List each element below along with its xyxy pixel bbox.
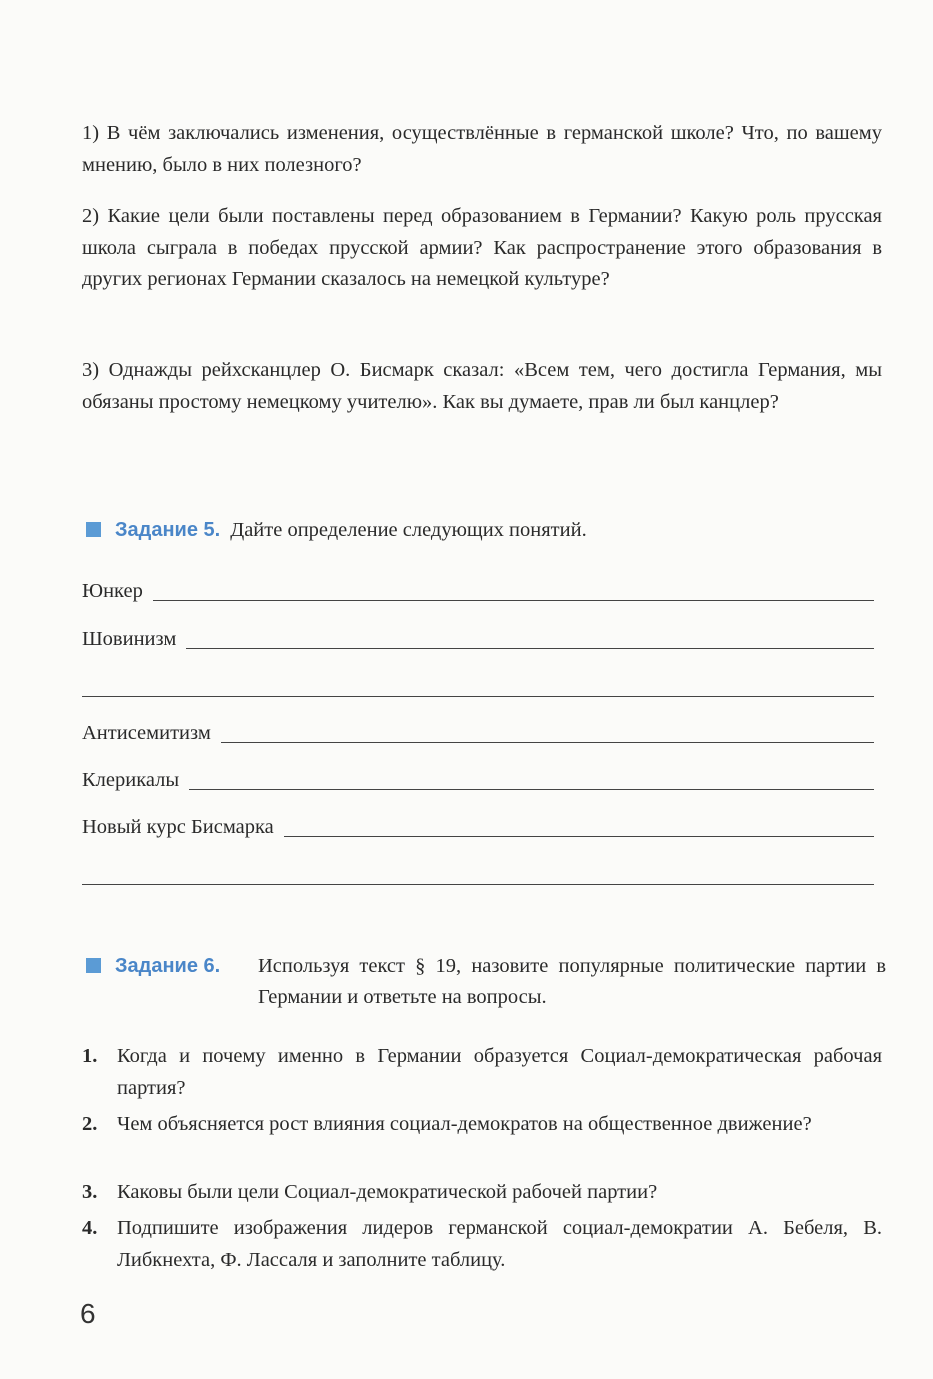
task-6-question — [82, 1177, 882, 1209]
task-6-label: Задание 6. — [115, 955, 221, 977]
question-number: 2. — [82, 1113, 98, 1135]
answer-line-extra[interactable] — [82, 884, 874, 885]
task-6-heading — [86, 951, 886, 1017]
square-bullet-icon — [86, 958, 101, 973]
task-5-heading — [86, 515, 886, 546]
page-number: 6 — [80, 1298, 96, 1329]
answer-line[interactable] — [82, 789, 874, 790]
question-number: 4. — [82, 1217, 98, 1239]
question-text: Когда и почему именно в Германии образуется Социал-демократическая рабочая партия? — [117, 1045, 882, 1099]
task-6-question — [82, 1041, 882, 1104]
term-label: Клерикалы — [82, 765, 189, 795]
term-row-antisemitism — [82, 718, 874, 748]
task-6-question — [82, 1109, 882, 1141]
square-bullet-icon — [86, 522, 101, 537]
question-paragraph-1: 1) В чём заключались изменения, осуществлённые в германской школе? Что, по вашему мнению, было в них полезного? — [82, 122, 882, 176]
term-row-new-course — [82, 812, 874, 842]
term-row-clericals — [82, 765, 874, 795]
task-6-text: Используя текст § 19, назовите популярные политические партии в Германии и ответьте на вопросы. — [258, 955, 886, 1008]
term-label: Антисемитизм — [82, 718, 221, 748]
question-text: Подпишите изображения лидеров германской социал-демократии А. Бебеля, В. Либкнехта, Ф. Лассаля и заполните таблицу. — [117, 1217, 882, 1271]
term-label: Новый курс Бисмарка — [82, 812, 284, 842]
question-paragraph-3: 3) Однажды рейхсканцлер О. Бисмарк сказал: «Всем тем, чего достигла Германия, мы обязаны простому немецкому учителю». Как вы думаете, прав ли был канцлер? — [82, 359, 882, 413]
task-6-question — [82, 1213, 882, 1276]
term-row-chauvinism — [82, 624, 874, 654]
task-5-text: Дайте определение следующих понятий. — [230, 519, 587, 541]
task-5-label: Задание 5. — [115, 519, 221, 541]
question-text: Чем объясняется рост влияния социал-демократов на общественное движение? — [117, 1113, 812, 1135]
term-label: Шовинизм — [82, 624, 186, 654]
term-row-junker — [82, 576, 874, 606]
question-number: 3. — [82, 1181, 98, 1203]
question-paragraph-2: 2) Какие цели были поставлены перед образованием в Германии? Какую роль прусская школа сыграла в победах прусской армии? Как распространение этого образования в других регионах Германии сказалось на немецкой культуре? — [82, 205, 882, 290]
term-label: Юнкер — [82, 576, 153, 606]
answer-line[interactable] — [82, 648, 874, 649]
question-text: Каковы были цели Социал-демократической рабочей партии? — [117, 1181, 658, 1203]
answer-line[interactable] — [82, 600, 874, 601]
answer-line-extra[interactable] — [82, 696, 874, 697]
question-number: 1. — [82, 1045, 98, 1067]
